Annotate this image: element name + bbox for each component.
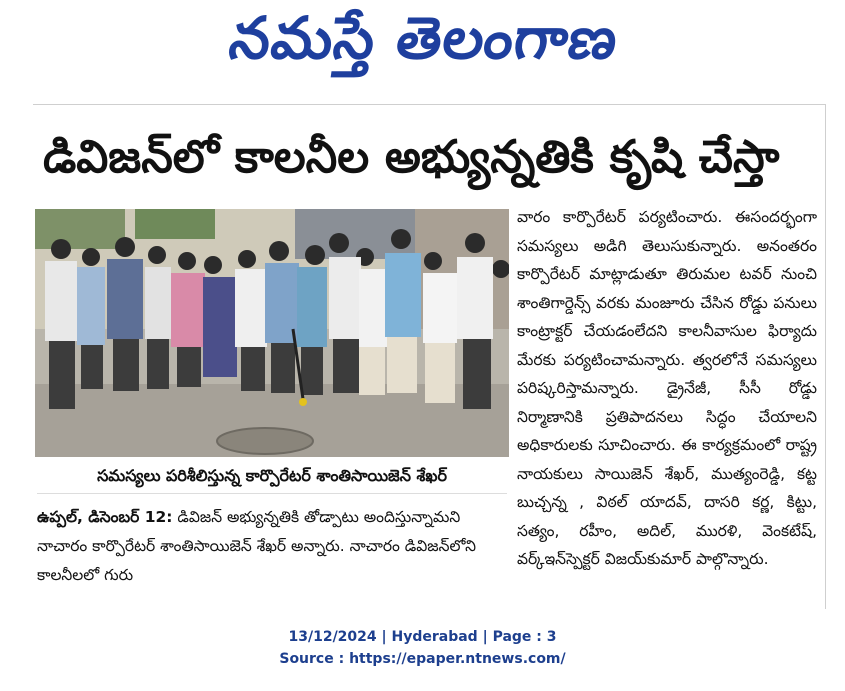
article-dateline: ఉప్పల్, డిసెంబర్ 12:: [37, 508, 173, 526]
article-photo: [35, 209, 509, 457]
photo-caption: సమస్యలు పరిశీలిస్తున్న కార్పొరేటర్ శాంతిసాయిజెన్ శేఖర్: [37, 459, 507, 494]
masthead: [0, 0, 845, 90]
footer-date-page: 13/12/2024 | Hyderabad | Page : 3: [288, 629, 557, 645]
page-footer: [0, 626, 845, 670]
article-headline: డివిజన్‌లో కాలనీల అభ్యున్నతికి కృషి చేస్తా: [43, 130, 780, 183]
article-body-right: వారం కార్పొరేటర్ పర్యటించారు. ఈసందర్భంగా సమస్యలు అడిగి తెలుసుకున్నారు. అనంతరం కార్పొరేటర్ మాట్లాడుతూ తిరుమల టవర్ నుంచి శాంతిగార్డెన్స్ వరకు మంజూరు చేసిన రోడ్డు పనులు కాంట్రాక్టర్ చేయడంలేదని కాలనీవాసుల ఫిర్యాదు మేరకు పర్యటించామన్నారు. త్వరలోనే సమస్యలు పరిష్కరిస్తామన్నారు. డ్రైనేజీ, సీసీ రోడ్డు నిర్మాణానికి ప్రతిపాదనలు సిద్ధం చేయాలని అధికారులకు సూచించారు. ఈ కార్యక్రమంలో రాష్ట్ర నాయకులు సాయిజెన్ శేఖర్, ముత్యంరెడ్డి, కట్ట బుచ్చన్న , విఠల్ యాదవ్, దాసరి కర్ణ, కిట్టు, సత్యం, రహీం, అదిల్, మురళి, వెంకటేష్, వర్క్ఇన్‌స్పెక్టర్ విజయ్‌కుమార్ పాల్గొన్నారు.: [517, 208, 817, 568]
article-lead-text: డివిజన్ అభ్యున్నతికి తోడ్పాటు అందిస్తున్నామని నాచారం కార్పొరేటర్ శాంతిసాయిజెన్ శేఖర్ అన్నారు. నాచారం డివిజన్‌లోని కాలనీలలో గురు: [37, 508, 476, 584]
masthead-title: నమస్తే తెలంగాణ: [224, 3, 623, 72]
footer-source: Source : https://epaper.ntnews.com/: [279, 651, 566, 667]
article-body-left: [37, 503, 505, 603]
group-photo-illustration: [35, 209, 509, 457]
news-clipping: [33, 104, 826, 609]
